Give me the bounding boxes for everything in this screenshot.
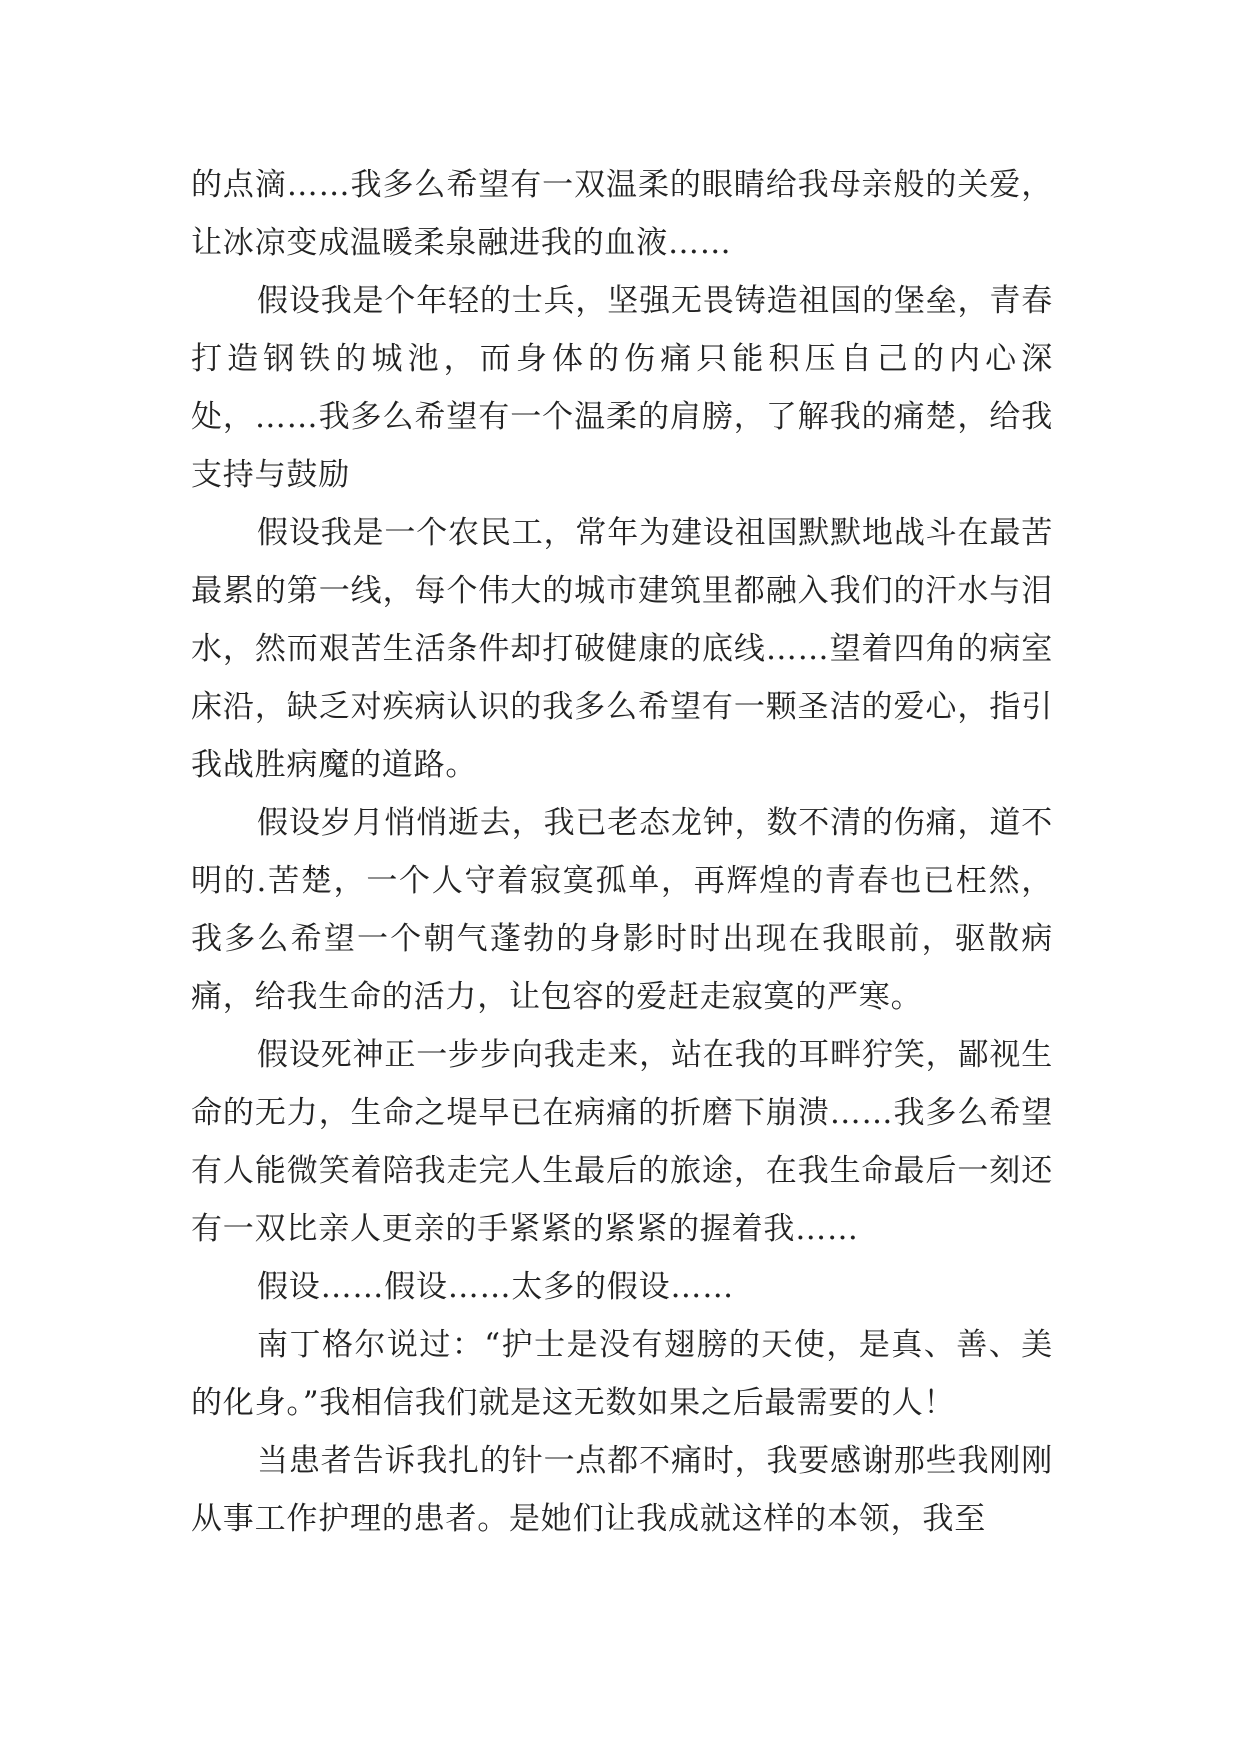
paragraph-continuation: 的点滴……我多么希望有一双温柔的眼睛给我母亲般的关爱，让冰凉变成温暖柔泉融进我的血液…… xyxy=(191,167,1053,261)
paragraph-soldier: 假设我是个年轻的士兵，坚强无畏铸造祖国的堡垒，青春打造钢铁的城池，而身体的伤痛只能积压自己的内心深处，……我多么希望有一个温柔的肩膀，了解我的痛楚，给我支持与鼓励 xyxy=(191,283,1053,493)
body-text xyxy=(191,156,1053,1548)
paragraph-nightingale-quote: 南丁格尔说过：“护士是没有翅膀的天使，是真、善、美的化身。”我相信我们就是这无数如果之后最需要的人！ xyxy=(191,1327,1053,1421)
paragraph-patients: 当患者告诉我扎的针一点都不痛时，我要感谢那些我刚刚从事工作护理的患者。是她们让我成就这样的本领，我至 xyxy=(191,1443,1053,1537)
paragraph-death: 假设死神正一步步向我走来，站在我的耳畔狞笑，鄙视生命的无力，生命之堤早已在病痛的折磨下崩溃……我多么希望有人能微笑着陪我走完人生最后的旅途，在我生命最后一刻还有一双比亲人更亲的手紧紧的紧紧的握着我…… xyxy=(191,1037,1053,1247)
paragraph-migrant-worker: 假设我是一个农民工，常年为建设祖国默默地战斗在最苦最累的第一线，每个伟大的城市建筑里都融入我们的汗水与泪水，然而艰苦生活条件却打破健康的底线……望着四角的病室床沿，缺乏对疾病认识的我多么希望有一颗圣洁的爱心，指引我战胜病魔的道路。 xyxy=(191,515,1053,783)
paragraph-old-age: 假设岁月悄悄逝去，我已老态龙钟，数不清的伤痛，道不明的.苦楚，一个人守着寂寞孤单，再辉煌的青春也已枉然，我多么希望一个朝气蓬勃的身影时时出现在我眼前，驱散病痛，给我生命的活力，让包容的爱赶走寂寞的严寒。 xyxy=(191,805,1053,1015)
paragraph-assumptions: 假设……假设……太多的假设…… xyxy=(257,1269,734,1305)
